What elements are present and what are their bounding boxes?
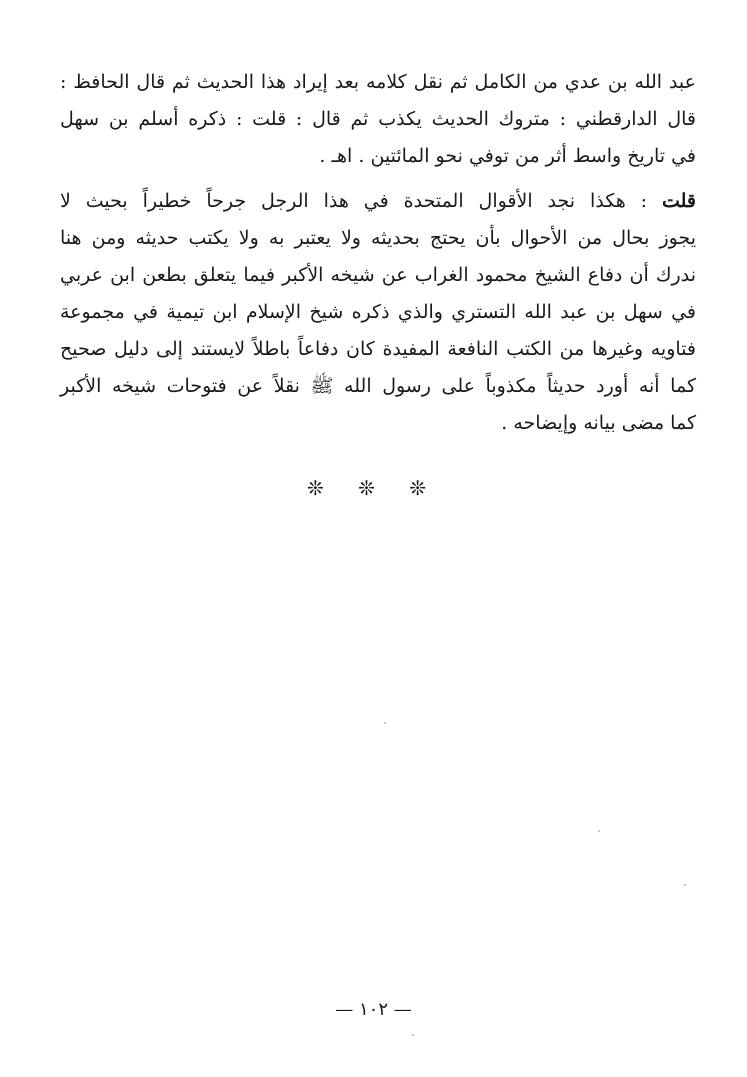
paragraph-1-line-1: عبد الله بن عدي من الكامل ثم نقل كلامه بعد إيراد هذا الحديث ثم قال الحافظ : <box>60 71 696 93</box>
paragraph-2-line-4: في سهل بن عبد الله التستري والذي ذكره شيخ الإسلام ابن تيمية في مجموعة <box>60 301 696 323</box>
section-separator: ❊ ❊ ❊ <box>307 476 440 500</box>
scan-speck <box>412 1034 414 1036</box>
paragraph-2-line-3: ندرك أن دفاع الشيخ محمود الغراب عن شيخه الأكبر فيما يتعلق بطعن ابن عربي <box>60 264 696 286</box>
paragraph-1-line-3: في تاريخ واسط أثر من توفي نحو المائتين . اهـ . <box>319 145 696 167</box>
paragraph-2 <box>60 183 696 442</box>
scan-speck <box>384 722 386 724</box>
paragraph-2-line-7: كما مضى بيانه وإيضاحه . <box>501 412 696 434</box>
page-number <box>0 999 747 1020</box>
paragraph-2-line-1 <box>60 183 696 220</box>
paragraph-2-line-2: يجوز بحال من الأحوال بأن يحتج بحديثه ولا يعتبر به ولا يكتب حديثه ومن هنا <box>60 227 696 249</box>
paragraph-1-line-2: قال الدارقطني : متروك الحديث يكذب ثم قال : قلت : ذكره أسلم بن سهل <box>60 108 696 130</box>
paragraph-2-line-5: فتاويه وغيرها من الكتب النافعة المفيدة كان دفاعاً باطلاً لايستند إلى دليل صحيح <box>60 338 696 360</box>
page-number-text: — ١٠٢ — <box>335 999 412 1020</box>
paragraph-2-lead: قلت <box>661 190 696 212</box>
paragraph-2-line-1-text: : هكذا نجد الأقوال المتحدة في هذا الرجل جرحاً خطيراً بحيث لا <box>60 190 662 212</box>
scan-speck <box>684 884 686 886</box>
paragraph-1 <box>60 64 696 175</box>
paragraph-2-line-6: كما أنه أورد حديثاً مكذوباً على رسول الله ﷺ نقلاً عن فتوحات شيخه الأكبر <box>60 375 696 397</box>
scan-speck <box>598 830 600 832</box>
